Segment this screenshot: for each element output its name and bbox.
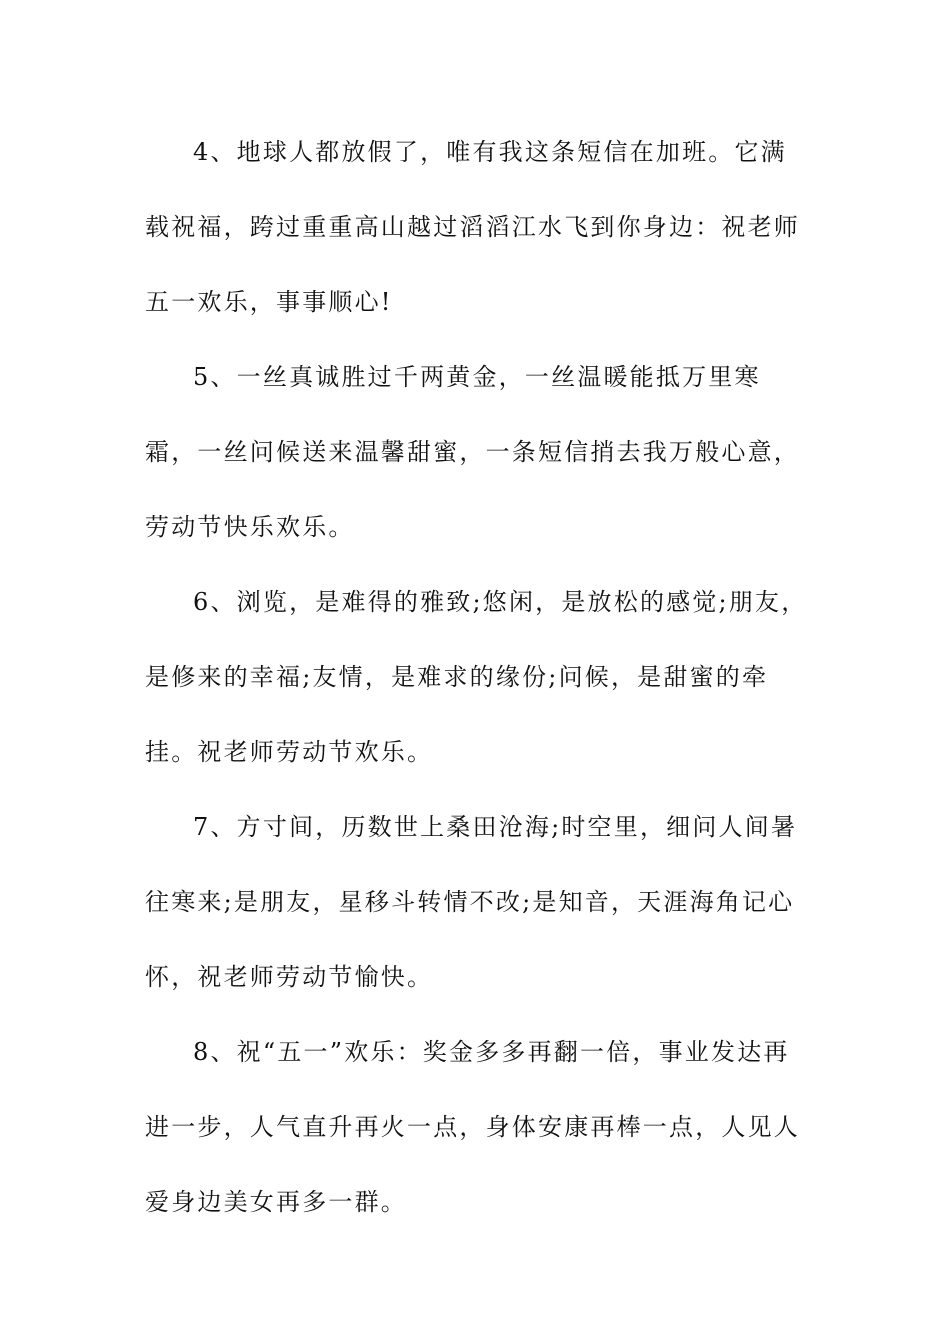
paragraph-5: 5、一丝真诚胜过千两黄金，一丝温暖能抵万里寒霜，一丝问候送来温馨甜蜜，一条短信捎去我万般心意，劳动节快乐欢乐。	[145, 363, 800, 541]
paragraph-8: 8、祝“五一”欢乐：奖金多多再翻一倍，事业发达再进一步，人气直升再火一点，身体安康再棒一点，人见人爱身边美女再多一群。	[145, 1038, 800, 1216]
document-body	[145, 115, 813, 1240]
paragraph-7: 7、方寸间，历数世上桑田沧海;时空里，细问人间暑往寒来;是朋友，星移斗转情不改;是知音，天涯海角记心怀，祝老师劳动节愉快。	[145, 813, 798, 991]
paragraph-4: 4、地球人都放假了，唯有我这条短信在加班。它满载祝福，跨过重重高山越过滔滔江水飞到你身边：祝老师五一欢乐，事事顺心!	[145, 138, 800, 316]
paragraph-6: 6、浏览，是难得的雅致;悠闲，是放松的感觉;朋友，是修来的幸福;友情，是难求的缘份;问候，是甜蜜的牵挂。祝老师劳动节欢乐。	[145, 588, 808, 766]
